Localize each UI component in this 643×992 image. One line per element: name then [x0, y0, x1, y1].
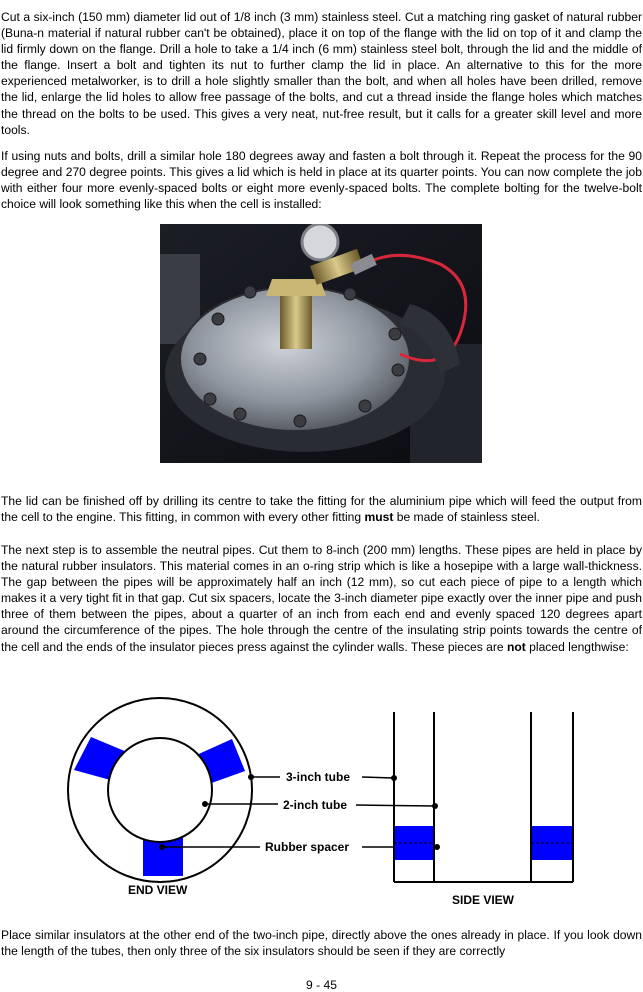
- paragraph-lid: Cut a six-inch (150 mm) diameter lid out of 1/8 inch (3 mm) stainless steel. Cut a matching ring gasket of natural rubber (Buna-n material if natural rubber can't be obtained), place it on top of the flange with the lid on top of it and clamp the lid firmly down on the flange. Drill a hole to take a 1/4 inch (6 mm) stainless steel bolt, through the lid and the middle of the flange. Insert a bolt and tighten its nut to further clamp the lid in place. An alternative to this for the more experienced metalworker, is to drill a hole slightly smaller than the bolt, and when all holes have been drilled, remove the lid, enlarge the lid holes to allow free passage of the bolts, and cut a thread inside the flange holes which matches the thread on the bolts to be used. This gives a very neat, nut-free result, but it calls for a greater skill level and more tools.: [1, 10, 642, 137]
- label-side-view: SIDE VIEW: [452, 893, 515, 907]
- label-rubber-spacer: Rubber spacer: [265, 840, 350, 854]
- side-view-tubes: [394, 712, 573, 882]
- label-2inch-tube: 2-inch tube: [283, 798, 348, 812]
- emphasis-not: not: [507, 639, 526, 654]
- label-3inch-tube: 3-inch tube: [286, 770, 351, 784]
- paragraph-neutral-pipes: The next step is to assemble the neutral pipes. Cut them to 8-inch (200 mm) lengths. These pipes are held in place by the natural rubber insulators. This material comes in an o-ring strip which is like a hosepipe with a large wall-thickness. The gap between the pipes will be approximately half an inch (12 mm), so cut each piece of pipe to a length which makes it a very tight fit in that gap. Cut six spacers, locate the 3-inch diameter pipe exactly over the inner pipe and push three of them between the pipes, about a quarter of an inch from each end and evenly spaced 120 degrees apart around the circumference of the pipes. The hole through the centre of the insulating strip points towards the centre of the cell and the ends of the insulator pieces press against the cylinder walls. These pieces are not placed lengthwise:: [1, 543, 642, 654]
- cell-lid-photo: [160, 224, 482, 463]
- emphasis-must: must: [364, 510, 394, 525]
- page-number: 9 - 45: [306, 978, 337, 992]
- inner-tube-ring: [108, 738, 212, 842]
- paragraph-other-end: Place similar insulators at the other end of the two-inch pipe, directly above the ones already in place. If you look down the length of the tubes, then only three of the six insulators should be seen if they are correctly: [1, 928, 642, 959]
- spacer-diagram: [0, 690, 643, 915]
- label-end-view: END VIEW: [128, 883, 188, 897]
- paragraph-bolting: If using nuts and bolts, drill a similar hole 180 degrees away and fasten a bolt through it. Repeat the process for the 90 degree and 270 degree points. This gives a lid which is held in place at its quarter points. You can now complete the job with either four more evenly-spaced bolts or eight more evenly-spaced bolts. The complete bolting for the twelve-bolt choice will look something like this when the cell is installed:: [1, 149, 642, 212]
- paragraph-finish: The lid can be finished off by drilling its centre to take the fitting for the aluminium pipe which will feed the output from the cell to the engine. This fitting, in common with every other fitting must be made of stainless steel.: [1, 494, 642, 525]
